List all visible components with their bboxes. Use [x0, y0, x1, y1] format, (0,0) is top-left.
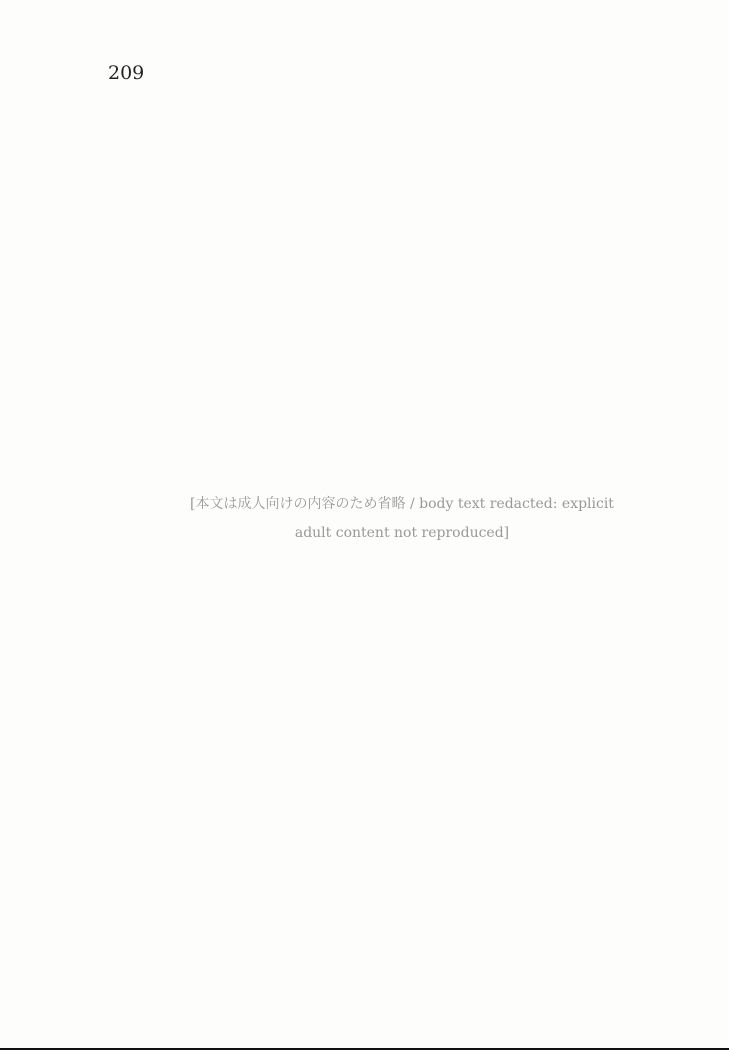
- vertical-text-body: [130, 110, 674, 928]
- page-number: 209: [108, 62, 145, 84]
- redaction-notice: [本文は成人向けの内容のため省略 / body text redacted: explicit adult content not reproduced]: [190, 495, 614, 541]
